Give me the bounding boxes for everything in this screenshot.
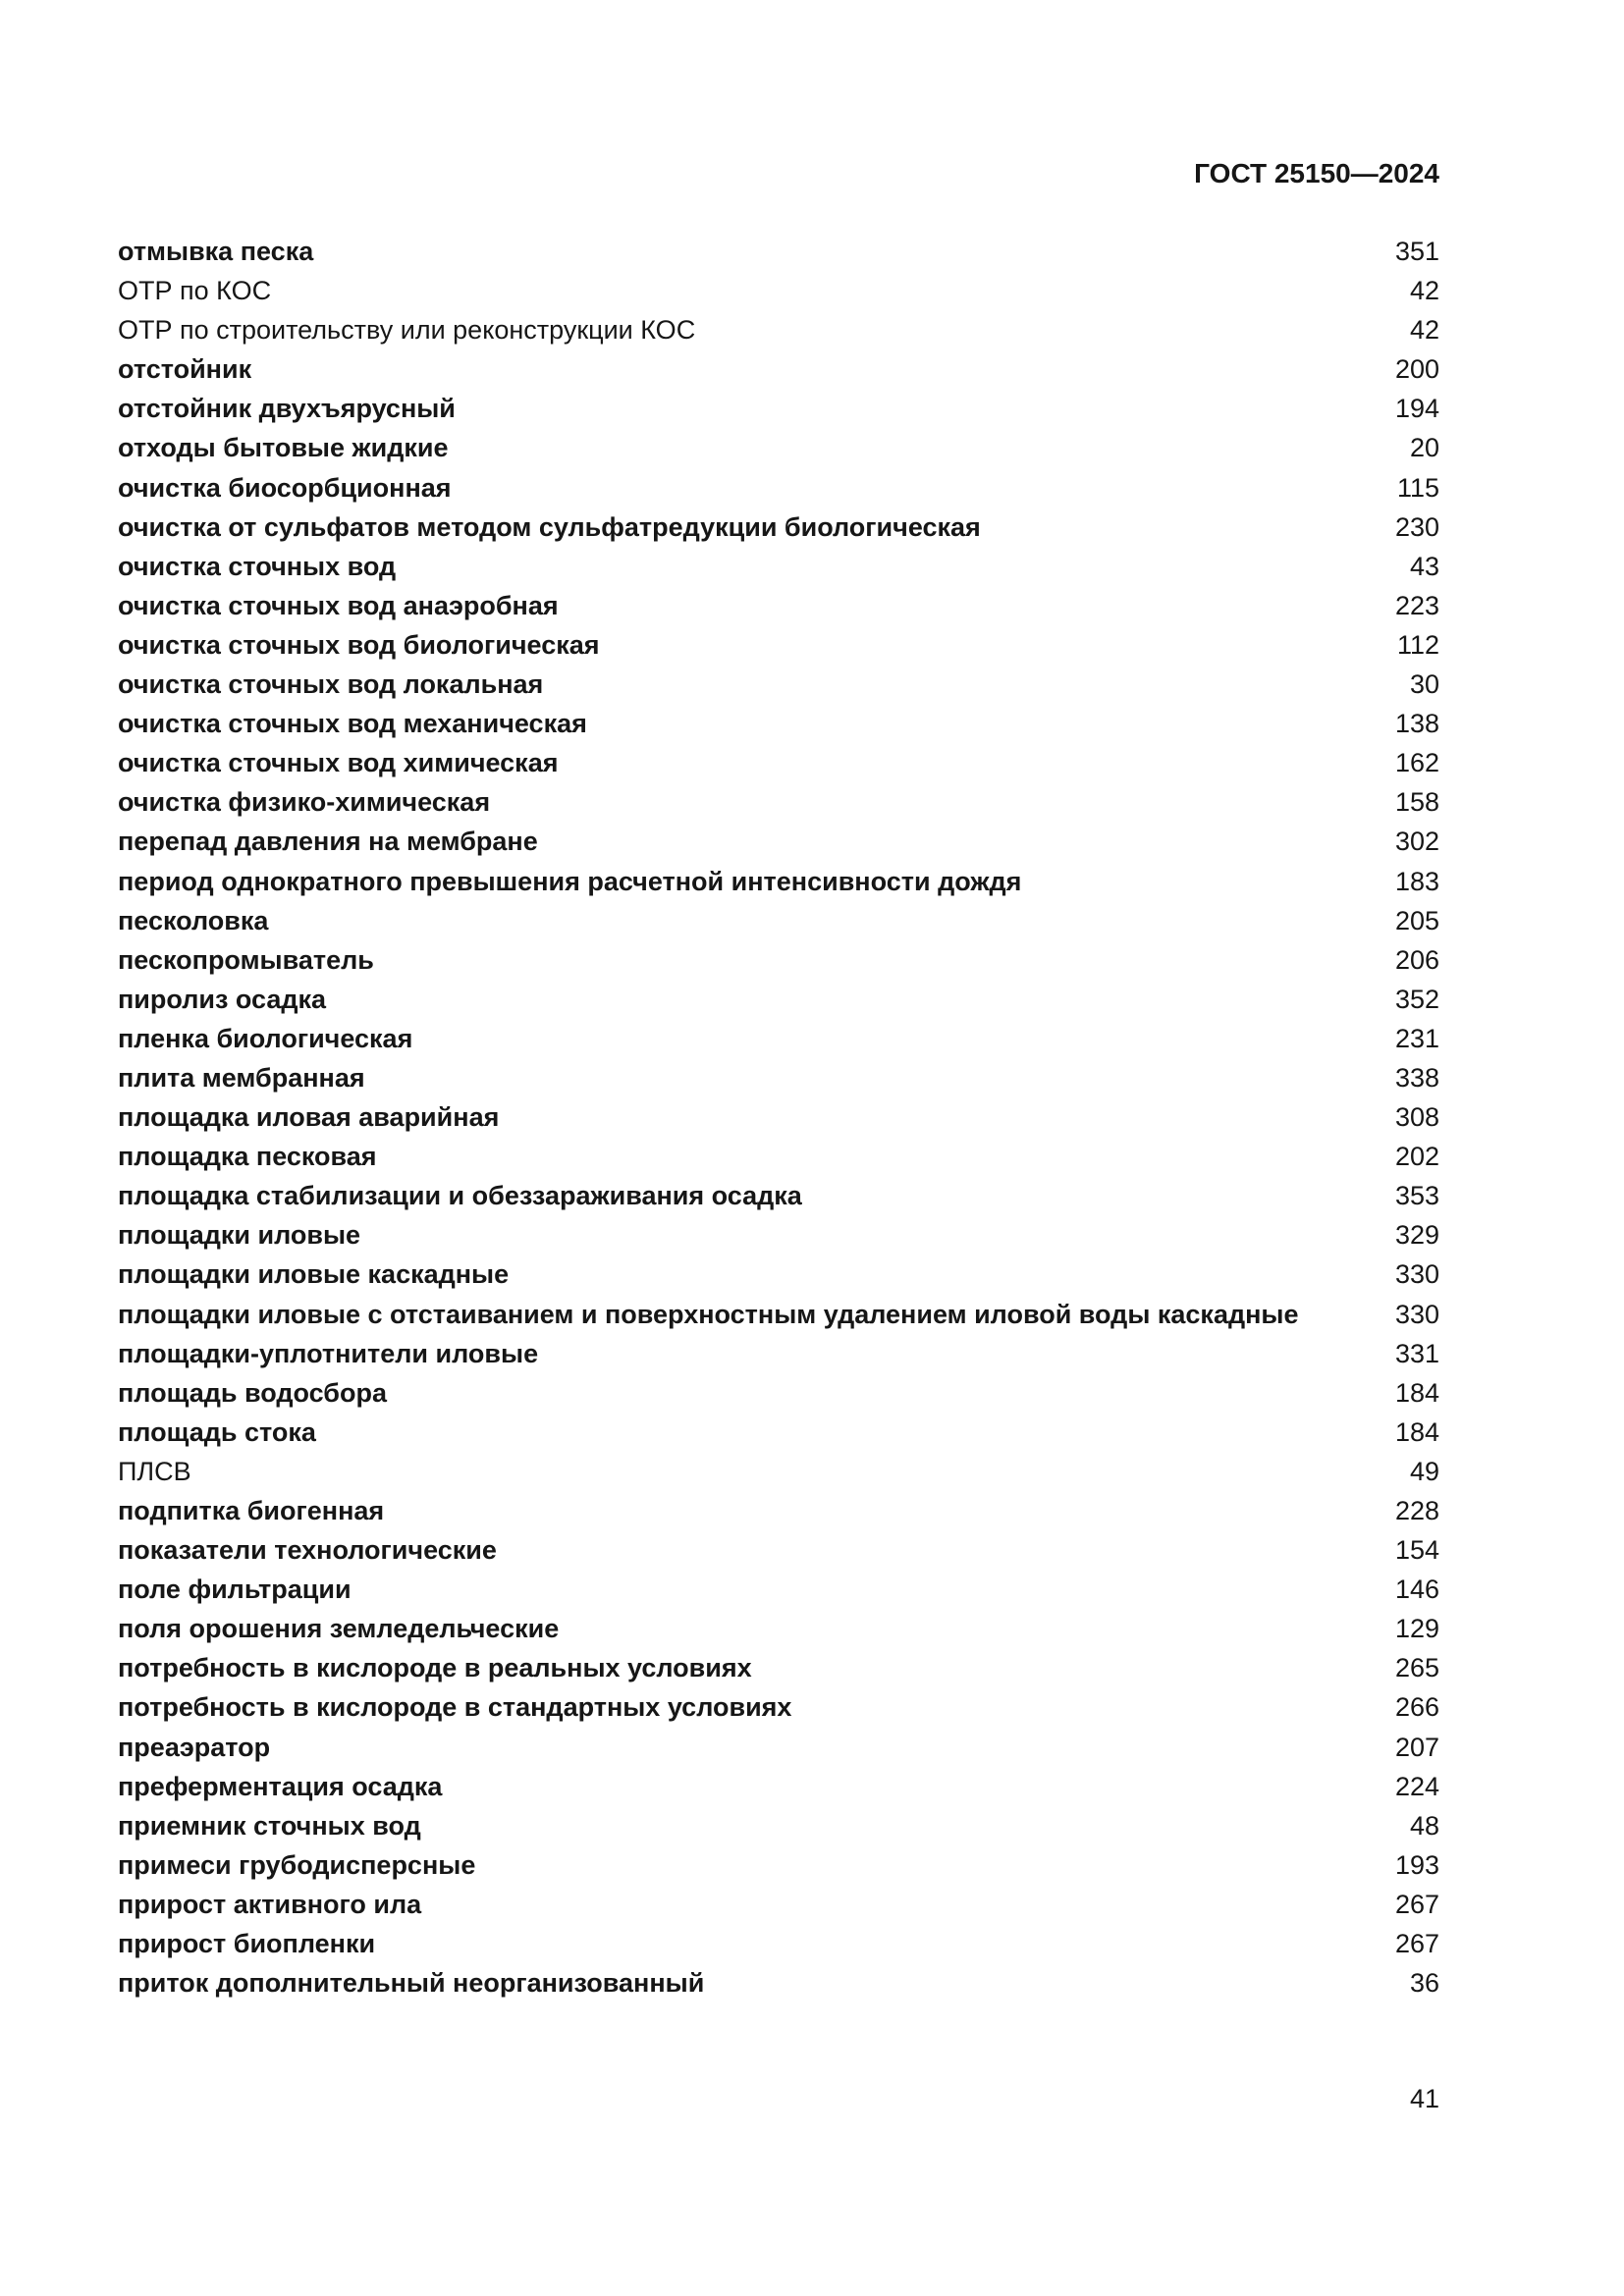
index-page-number: 183 <box>1394 866 1439 896</box>
index-page-number: 42 <box>1409 276 1439 306</box>
index-term: отходы бытовые жидкие <box>118 433 449 463</box>
index-entry <box>118 468 1439 507</box>
index-term: поля орошения земледельческие <box>118 1614 560 1644</box>
index-term: очистка сточных вод механическая <box>118 709 587 739</box>
index-term: потребность в кислороде в стандартных условиях <box>118 1692 792 1723</box>
index-entry <box>118 625 1439 665</box>
index-page-number: 352 <box>1394 984 1439 1014</box>
index-entry <box>118 1413 1439 1452</box>
index-page-number: 49 <box>1409 1456 1439 1486</box>
index-page-number: 331 <box>1394 1338 1439 1368</box>
index-page-number: 224 <box>1394 1771 1439 1801</box>
index-page-number: 42 <box>1409 315 1439 346</box>
index-term: песколовка <box>118 905 269 935</box>
index-page-number: 230 <box>1394 511 1439 542</box>
index-term: пиролиз осадка <box>118 984 327 1014</box>
index-page-number: 115 <box>1396 472 1439 503</box>
index-entry <box>118 349 1439 389</box>
index-entry <box>118 1924 1439 1963</box>
index-entry <box>118 1176 1439 1215</box>
index-entry <box>118 1255 1439 1294</box>
index-page-number: 158 <box>1394 787 1439 818</box>
index-entry <box>118 862 1439 901</box>
index-entry <box>118 743 1439 782</box>
index-page-number: 265 <box>1394 1653 1439 1683</box>
index-entry <box>118 1334 1439 1373</box>
index-term: площадь водосбора <box>118 1377 387 1408</box>
index-term: пескопромыватель <box>118 944 374 975</box>
index-term: отмывка песка <box>118 237 314 266</box>
index-entry <box>118 782 1439 822</box>
content-area <box>118 153 1439 2002</box>
index-term: ОТР по строительству или реконструкции КОС <box>118 315 696 346</box>
index-entry <box>118 901 1439 940</box>
index-entry <box>118 389 1439 428</box>
index-term: поле фильтрации <box>118 1575 352 1605</box>
index-page-number: 112 <box>1396 629 1439 660</box>
index-term: ПЛСВ <box>118 1456 191 1486</box>
index-entry <box>118 1728 1439 1767</box>
index-term: площадь стока <box>118 1416 316 1447</box>
index-entry <box>118 1491 1439 1530</box>
index-term: площадки иловые каскадные <box>118 1259 510 1290</box>
index-page-number: 223 <box>1394 590 1439 620</box>
index-term: подпитка биогенная <box>118 1496 385 1525</box>
index-page-number: 154 <box>1394 1535 1439 1566</box>
index-entry <box>118 507 1439 547</box>
index-term: преферментация осадка <box>118 1771 443 1801</box>
index-page-number: 353 <box>1394 1181 1439 1211</box>
index-term: ОТР по КОС <box>118 276 272 306</box>
index-page-number: 20 <box>1409 433 1439 463</box>
index-term: преаэратор <box>118 1732 271 1762</box>
index-list <box>118 232 1439 2002</box>
index-term: показатели технологические <box>118 1535 497 1566</box>
index-term: очистка сточных вод биологическая <box>118 629 600 660</box>
index-page-number: 205 <box>1394 905 1439 935</box>
index-term: площадка песковая <box>118 1142 377 1172</box>
index-page-number: 138 <box>1394 709 1439 739</box>
index-page-number: 267 <box>1394 1889 1439 1919</box>
index-term: примеси грубодисперсные <box>118 1849 476 1880</box>
index-entry <box>118 1648 1439 1687</box>
index-term: площадки-уплотнители иловые <box>118 1338 539 1368</box>
index-entry <box>118 704 1439 743</box>
index-term: очистка физико-химическая <box>118 787 491 818</box>
index-page-number: 308 <box>1394 1102 1439 1133</box>
index-entry <box>118 547 1439 586</box>
index-page-number: 330 <box>1394 1299 1439 1329</box>
index-page-number: 267 <box>1394 1929 1439 1959</box>
index-entry <box>118 1885 1439 1924</box>
index-term: прирост активного ила <box>118 1889 422 1919</box>
index-entry <box>118 665 1439 704</box>
index-entry <box>118 940 1439 980</box>
index-entry <box>118 1097 1439 1137</box>
index-entry <box>118 1845 1439 1885</box>
index-term: плита мембранная <box>118 1062 365 1093</box>
index-term: период однократного превышения расчетной интенсивности дождя <box>118 866 1022 896</box>
index-entry <box>118 1019 1439 1058</box>
index-entry <box>118 1570 1439 1609</box>
index-entry <box>118 980 1439 1019</box>
index-term: очистка от сульфатов методом сульфатредукции биологическая <box>118 511 981 542</box>
index-page-number: 184 <box>1394 1416 1439 1447</box>
index-entry <box>118 1530 1439 1570</box>
index-entry <box>118 1687 1439 1727</box>
index-page-number: 184 <box>1394 1377 1439 1408</box>
index-term: перепад давления на мембране <box>118 827 538 857</box>
index-entry <box>118 1215 1439 1255</box>
index-term: очистка сточных вод локальная <box>118 669 544 700</box>
index-entry <box>118 310 1439 349</box>
index-entry <box>118 1058 1439 1097</box>
index-page-number: 48 <box>1409 1810 1439 1841</box>
index-entry <box>118 1295 1439 1334</box>
index-page-number: 36 <box>1409 1968 1439 1999</box>
index-page-number: 30 <box>1409 669 1439 700</box>
index-page-number: 193 <box>1394 1849 1439 1880</box>
index-term: приток дополнительный неорганизованный <box>118 1968 705 1999</box>
index-term: очистка биосорбционная <box>118 472 452 503</box>
index-page-number: 202 <box>1394 1142 1439 1172</box>
index-entry <box>118 822 1439 861</box>
index-term: очистка сточных вод <box>118 551 397 581</box>
index-entry <box>118 1373 1439 1413</box>
index-page-number: 207 <box>1394 1732 1439 1762</box>
index-term: площадки иловые с отстаиванием и поверхностным удалением иловой воды каскадные <box>118 1299 1299 1329</box>
index-term: площадка иловая аварийная <box>118 1102 500 1133</box>
index-page-number: 206 <box>1394 944 1439 975</box>
index-page-number: 129 <box>1394 1614 1439 1644</box>
index-entry <box>118 428 1439 467</box>
index-term: прирост биопленки <box>118 1929 376 1959</box>
index-page-number: 338 <box>1394 1062 1439 1093</box>
index-term: приемник сточных вод <box>118 1810 421 1841</box>
index-entry <box>118 1137 1439 1176</box>
index-term: площадки иловые <box>118 1220 361 1251</box>
index-term: отстойник <box>118 354 252 385</box>
index-page-number: 162 <box>1394 748 1439 778</box>
document-header-gost-number: ГОСТ 25150—2024 <box>1194 158 1439 188</box>
index-page-number: 200 <box>1394 354 1439 385</box>
index-entry <box>118 1609 1439 1648</box>
index-entry <box>118 1767 1439 1806</box>
index-page-number: 329 <box>1394 1220 1439 1251</box>
index-entry <box>118 1963 1439 2002</box>
index-page-number: 330 <box>1394 1259 1439 1290</box>
index-term: очистка сточных вод химическая <box>118 748 559 778</box>
index-page-number: 146 <box>1394 1575 1439 1605</box>
index-term: очистка сточных вод анаэробная <box>118 590 559 620</box>
index-page-number: 43 <box>1409 551 1439 581</box>
index-term: потребность в кислороде в реальных условиях <box>118 1653 752 1683</box>
index-page-number: 351 <box>1394 237 1439 266</box>
index-term: пленка биологическая <box>118 1023 413 1053</box>
index-page-number: 302 <box>1394 827 1439 857</box>
index-entry <box>118 1452 1439 1491</box>
index-term: отстойник двухъярусный <box>118 394 456 424</box>
index-page-number: 194 <box>1394 394 1439 424</box>
index-page-number: 266 <box>1394 1692 1439 1723</box>
index-entry <box>118 271 1439 310</box>
index-term: площадка стабилизации и обеззараживания осадка <box>118 1181 802 1211</box>
index-entry <box>118 586 1439 625</box>
page-number: 41 <box>1409 2084 1439 2113</box>
index-entry <box>118 1806 1439 1845</box>
index-entry <box>118 232 1439 271</box>
index-page-number: 231 <box>1394 1023 1439 1053</box>
index-page-number: 228 <box>1394 1496 1439 1525</box>
